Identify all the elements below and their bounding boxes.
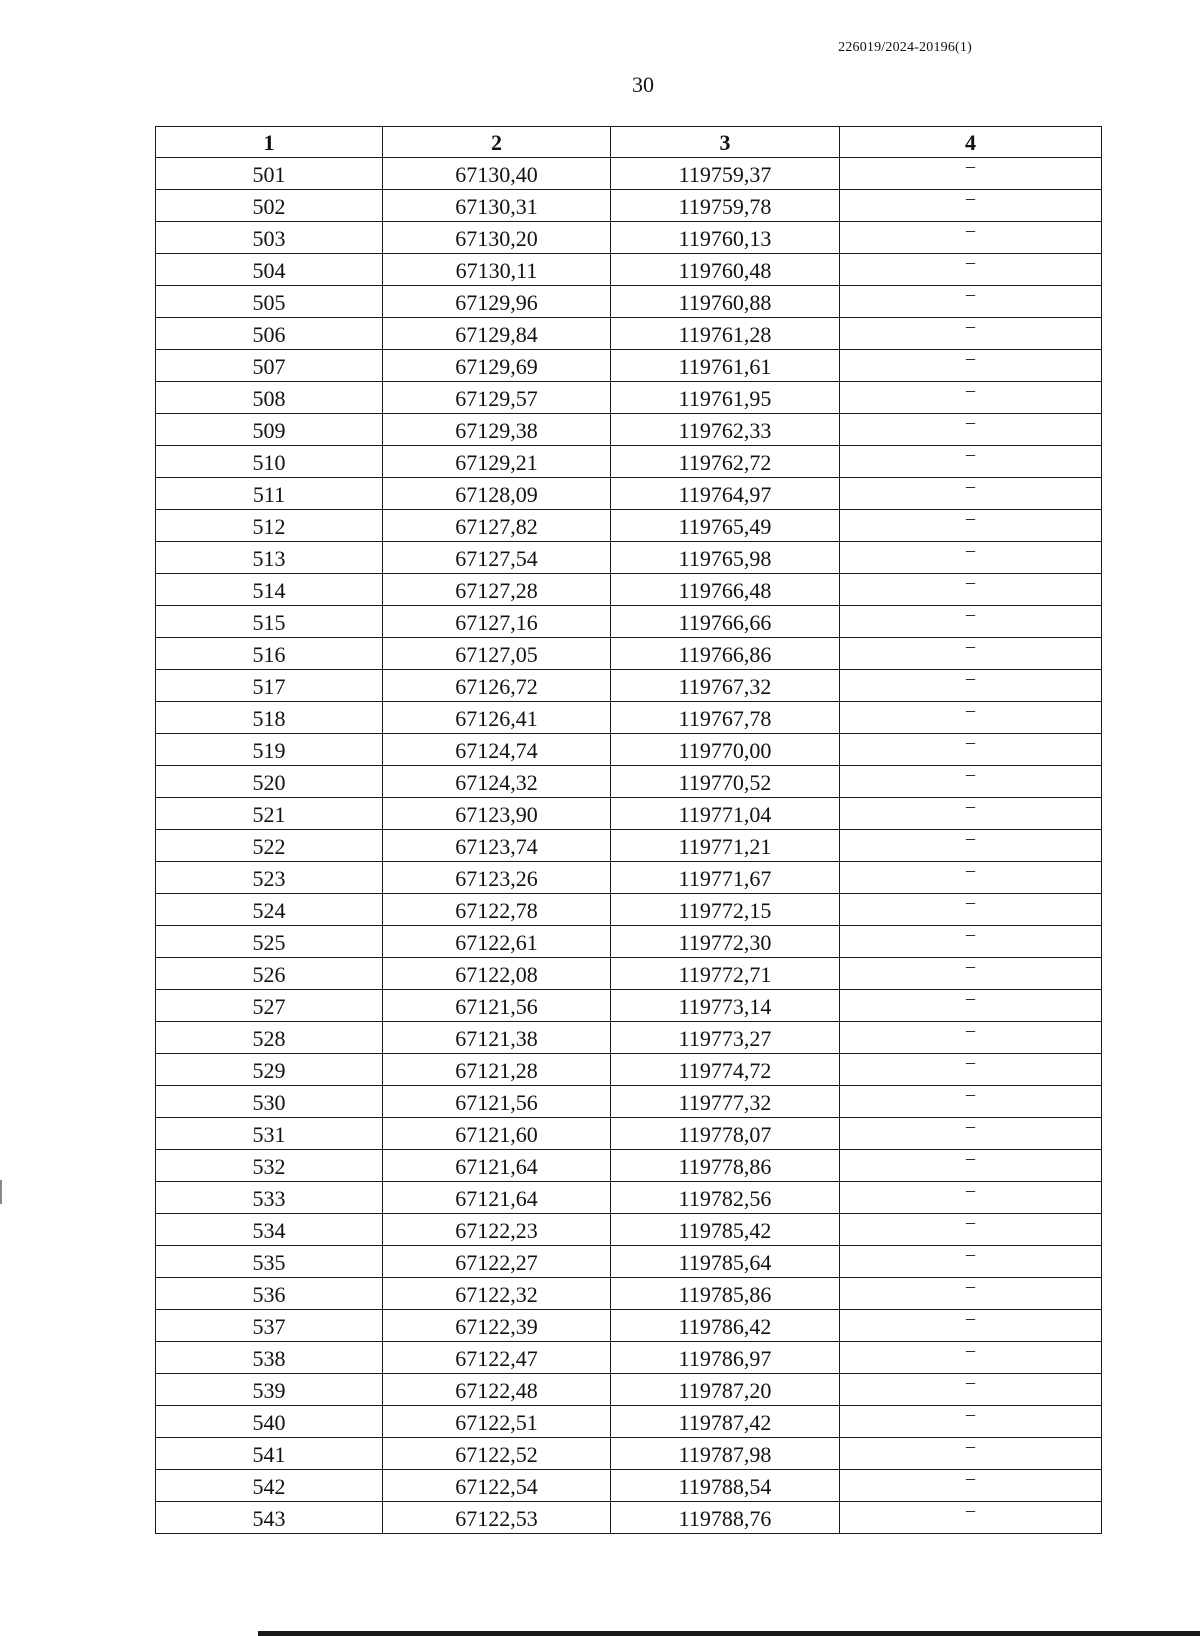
y-coordinate-cell: 119787,42 (611, 1406, 840, 1438)
point-number-cell: 542 (156, 1470, 383, 1502)
dash-mark: – (966, 828, 975, 848)
table-row (156, 350, 1102, 382)
table-row (156, 1406, 1102, 1438)
table-row (156, 1278, 1102, 1310)
y-coordinate-cell: 119785,64 (611, 1246, 840, 1278)
dash-mark: – (966, 700, 975, 720)
point-number-cell: 507 (156, 350, 383, 382)
x-coordinate-cell: 67122,78 (383, 894, 611, 926)
y-coordinate-cell: 119778,07 (611, 1118, 840, 1150)
table-row (156, 158, 1102, 190)
dash-mark: – (966, 156, 975, 176)
point-number-cell: 543 (156, 1502, 383, 1534)
y-coordinate-cell: 119759,37 (611, 158, 840, 190)
dash-mark: – (966, 1020, 975, 1040)
point-number-cell: 539 (156, 1374, 383, 1406)
dash-mark: – (966, 668, 975, 688)
table-row (156, 702, 1102, 734)
point-number-cell: 504 (156, 254, 383, 286)
y-coordinate-cell: 119785,86 (611, 1278, 840, 1310)
column-header-1: 1 (156, 127, 383, 158)
x-coordinate-cell: 67129,96 (383, 286, 611, 318)
dash-mark: – (966, 988, 975, 1008)
point-number-cell: 540 (156, 1406, 383, 1438)
x-coordinate-cell: 67122,39 (383, 1310, 611, 1342)
x-coordinate-cell: 67129,57 (383, 382, 611, 414)
dash-mark: – (966, 860, 975, 880)
point-number-cell: 530 (156, 1086, 383, 1118)
table-body (156, 158, 1102, 1534)
dash-mark: – (966, 604, 975, 624)
dash-mark: – (966, 1212, 975, 1232)
point-number-cell: 509 (156, 414, 383, 446)
y-coordinate-cell: 119788,76 (611, 1502, 840, 1534)
y-coordinate-cell: 119771,67 (611, 862, 840, 894)
y-coordinate-cell: 119786,97 (611, 1342, 840, 1374)
dash-mark: – (966, 1116, 975, 1136)
table-row (156, 318, 1102, 350)
x-coordinate-cell: 67129,21 (383, 446, 611, 478)
dash-mark: – (966, 924, 975, 944)
table-header-row (156, 127, 1102, 158)
table-row (156, 446, 1102, 478)
dash-mark: – (966, 412, 975, 432)
x-coordinate-cell: 67122,32 (383, 1278, 611, 1310)
document-id: 226019/2024-20196(1) (838, 40, 972, 55)
x-coordinate-cell: 67122,53 (383, 1502, 611, 1534)
table-row (156, 510, 1102, 542)
dash-mark: – (966, 796, 975, 816)
point-number-cell: 534 (156, 1214, 383, 1246)
dash-mark: – (966, 1180, 975, 1200)
dash-mark: – (966, 188, 975, 208)
page-number: 30 (632, 72, 654, 97)
table-row (156, 734, 1102, 766)
point-number-cell: 516 (156, 638, 383, 670)
y-coordinate-cell: 119766,86 (611, 638, 840, 670)
point-number-cell: 528 (156, 1022, 383, 1054)
y-coordinate-cell: 119760,88 (611, 286, 840, 318)
x-coordinate-cell: 67126,72 (383, 670, 611, 702)
table-row (156, 1374, 1102, 1406)
x-coordinate-cell: 67129,38 (383, 414, 611, 446)
dash-mark: – (966, 1468, 975, 1488)
table-row (156, 926, 1102, 958)
y-coordinate-cell: 119767,78 (611, 702, 840, 734)
x-coordinate-cell: 67122,52 (383, 1438, 611, 1470)
table-row (156, 478, 1102, 510)
point-number-cell: 533 (156, 1182, 383, 1214)
point-number-cell: 541 (156, 1438, 383, 1470)
y-coordinate-cell: 119760,48 (611, 254, 840, 286)
table-row (156, 1438, 1102, 1470)
y-coordinate-cell: 119772,15 (611, 894, 840, 926)
table-row (156, 382, 1102, 414)
x-coordinate-cell: 67129,69 (383, 350, 611, 382)
x-coordinate-cell: 67127,82 (383, 510, 611, 542)
point-number-cell: 513 (156, 542, 383, 574)
x-coordinate-cell: 67129,84 (383, 318, 611, 350)
point-number-cell: 535 (156, 1246, 383, 1278)
x-coordinate-cell: 67130,31 (383, 190, 611, 222)
point-number-cell: 518 (156, 702, 383, 734)
y-coordinate-cell: 119786,42 (611, 1310, 840, 1342)
table-row (156, 1310, 1102, 1342)
point-number-cell: 536 (156, 1278, 383, 1310)
x-coordinate-cell: 67121,56 (383, 990, 611, 1022)
y-coordinate-cell: 119759,78 (611, 190, 840, 222)
table-row (156, 670, 1102, 702)
note-cell (840, 1502, 1102, 1534)
y-coordinate-cell: 119762,72 (611, 446, 840, 478)
y-coordinate-cell: 119770,52 (611, 766, 840, 798)
dash-mark: – (966, 764, 975, 784)
column-header-2: 2 (383, 127, 611, 158)
table-row (156, 286, 1102, 318)
table-row (156, 1342, 1102, 1374)
point-number-cell: 514 (156, 574, 383, 606)
point-number-cell: 501 (156, 158, 383, 190)
table-row (156, 766, 1102, 798)
y-coordinate-cell: 119787,98 (611, 1438, 840, 1470)
point-number-cell: 512 (156, 510, 383, 542)
y-coordinate-cell: 119761,61 (611, 350, 840, 382)
y-coordinate-cell: 119762,33 (611, 414, 840, 446)
table-row (156, 1086, 1102, 1118)
point-number-cell: 522 (156, 830, 383, 862)
point-number-cell: 519 (156, 734, 383, 766)
x-coordinate-cell: 67130,11 (383, 254, 611, 286)
y-coordinate-cell: 119772,71 (611, 958, 840, 990)
y-coordinate-cell: 119765,49 (611, 510, 840, 542)
dash-mark: – (966, 284, 975, 304)
point-number-cell: 508 (156, 382, 383, 414)
point-number-cell: 511 (156, 478, 383, 510)
x-coordinate-cell: 67124,32 (383, 766, 611, 798)
x-coordinate-cell: 67122,08 (383, 958, 611, 990)
x-coordinate-cell: 67122,48 (383, 1374, 611, 1406)
y-coordinate-cell: 119774,72 (611, 1054, 840, 1086)
bottom-rule (258, 1631, 1200, 1636)
y-coordinate-cell: 119766,66 (611, 606, 840, 638)
point-number-cell: 538 (156, 1342, 383, 1374)
y-coordinate-cell: 119773,14 (611, 990, 840, 1022)
dash-mark: – (966, 1436, 975, 1456)
dash-mark: – (966, 732, 975, 752)
dash-mark: – (966, 636, 975, 656)
coordinates-table-container (155, 126, 1101, 1534)
table-row (156, 414, 1102, 446)
y-coordinate-cell: 119760,13 (611, 222, 840, 254)
y-coordinate-cell: 119764,97 (611, 478, 840, 510)
dash-mark: – (966, 476, 975, 496)
y-coordinate-cell: 119765,98 (611, 542, 840, 574)
table-row (156, 830, 1102, 862)
x-coordinate-cell: 67127,16 (383, 606, 611, 638)
point-number-cell: 537 (156, 1310, 383, 1342)
table-row (156, 1022, 1102, 1054)
x-coordinate-cell: 67123,74 (383, 830, 611, 862)
table-row (156, 606, 1102, 638)
y-coordinate-cell: 119761,95 (611, 382, 840, 414)
dash-mark: – (966, 540, 975, 560)
dash-mark: – (966, 1308, 975, 1328)
point-number-cell: 524 (156, 894, 383, 926)
x-coordinate-cell: 67122,51 (383, 1406, 611, 1438)
y-coordinate-cell: 119771,21 (611, 830, 840, 862)
y-coordinate-cell: 119772,30 (611, 926, 840, 958)
point-number-cell: 503 (156, 222, 383, 254)
y-coordinate-cell: 119777,32 (611, 1086, 840, 1118)
table-row (156, 1118, 1102, 1150)
y-coordinate-cell: 119778,86 (611, 1150, 840, 1182)
dash-mark: – (966, 220, 975, 240)
x-coordinate-cell: 67121,38 (383, 1022, 611, 1054)
y-coordinate-cell: 119761,28 (611, 318, 840, 350)
dash-mark: – (966, 956, 975, 976)
x-coordinate-cell: 67121,64 (383, 1150, 611, 1182)
dash-mark: – (966, 892, 975, 912)
x-coordinate-cell: 67121,60 (383, 1118, 611, 1150)
dash-mark: – (966, 1340, 975, 1360)
y-coordinate-cell: 119773,27 (611, 1022, 840, 1054)
x-coordinate-cell: 67130,40 (383, 158, 611, 190)
dash-mark: – (966, 1244, 975, 1264)
table-row (156, 222, 1102, 254)
x-coordinate-cell: 67121,28 (383, 1054, 611, 1086)
dash-mark: – (966, 572, 975, 592)
x-coordinate-cell: 67127,05 (383, 638, 611, 670)
x-coordinate-cell: 67122,27 (383, 1246, 611, 1278)
dash-mark: – (966, 1500, 975, 1520)
x-coordinate-cell: 67121,56 (383, 1086, 611, 1118)
table-row (156, 1246, 1102, 1278)
y-coordinate-cell: 119787,20 (611, 1374, 840, 1406)
table-row (156, 990, 1102, 1022)
y-coordinate-cell: 119785,42 (611, 1214, 840, 1246)
point-number-cell: 532 (156, 1150, 383, 1182)
x-coordinate-cell: 67123,26 (383, 862, 611, 894)
table-row (156, 798, 1102, 830)
point-number-cell: 510 (156, 446, 383, 478)
x-coordinate-cell: 67122,23 (383, 1214, 611, 1246)
point-number-cell: 517 (156, 670, 383, 702)
point-number-cell: 506 (156, 318, 383, 350)
x-coordinate-cell: 67126,41 (383, 702, 611, 734)
dash-mark: – (966, 348, 975, 368)
y-coordinate-cell: 119770,00 (611, 734, 840, 766)
y-coordinate-cell: 119766,48 (611, 574, 840, 606)
point-number-cell: 521 (156, 798, 383, 830)
table-row (156, 190, 1102, 222)
point-number-cell: 502 (156, 190, 383, 222)
dash-mark: – (966, 1276, 975, 1296)
table-row (156, 1470, 1102, 1502)
point-number-cell: 525 (156, 926, 383, 958)
dash-mark: – (966, 1084, 975, 1104)
y-coordinate-cell: 119771,04 (611, 798, 840, 830)
point-number-cell: 515 (156, 606, 383, 638)
dash-mark: – (966, 1148, 975, 1168)
x-coordinate-cell: 67122,47 (383, 1342, 611, 1374)
table-header (156, 127, 1102, 158)
coordinates-table (155, 126, 1102, 1534)
x-coordinate-cell: 67122,61 (383, 926, 611, 958)
dash-mark: – (966, 508, 975, 528)
x-coordinate-cell: 67123,90 (383, 798, 611, 830)
x-coordinate-cell: 67128,09 (383, 478, 611, 510)
table-row (156, 574, 1102, 606)
scan-mark (0, 1180, 2, 1204)
table-row (156, 1502, 1102, 1534)
point-number-cell: 529 (156, 1054, 383, 1086)
table-row (156, 894, 1102, 926)
dash-mark: – (966, 380, 975, 400)
table-row (156, 1214, 1102, 1246)
dash-mark: – (966, 1404, 975, 1424)
y-coordinate-cell: 119782,56 (611, 1182, 840, 1214)
point-number-cell: 505 (156, 286, 383, 318)
table-row (156, 542, 1102, 574)
table-row (156, 1054, 1102, 1086)
table-row (156, 1150, 1102, 1182)
dash-mark: – (966, 316, 975, 336)
dash-mark: – (966, 444, 975, 464)
point-number-cell: 531 (156, 1118, 383, 1150)
table-row (156, 1182, 1102, 1214)
point-number-cell: 527 (156, 990, 383, 1022)
x-coordinate-cell: 67122,54 (383, 1470, 611, 1502)
point-number-cell: 526 (156, 958, 383, 990)
x-coordinate-cell: 67127,28 (383, 574, 611, 606)
x-coordinate-cell: 67130,20 (383, 222, 611, 254)
x-coordinate-cell: 67127,54 (383, 542, 611, 574)
column-header-4: 4 (840, 127, 1102, 158)
x-coordinate-cell: 67124,74 (383, 734, 611, 766)
dash-mark: – (966, 1052, 975, 1072)
table-row (156, 254, 1102, 286)
dash-mark: – (966, 252, 975, 272)
table-row (156, 862, 1102, 894)
point-number-cell: 520 (156, 766, 383, 798)
x-coordinate-cell: 67121,64 (383, 1182, 611, 1214)
column-header-3: 3 (611, 127, 840, 158)
table-row (156, 638, 1102, 670)
dash-mark: – (966, 1372, 975, 1392)
y-coordinate-cell: 119788,54 (611, 1470, 840, 1502)
point-number-cell: 523 (156, 862, 383, 894)
y-coordinate-cell: 119767,32 (611, 670, 840, 702)
table-row (156, 958, 1102, 990)
